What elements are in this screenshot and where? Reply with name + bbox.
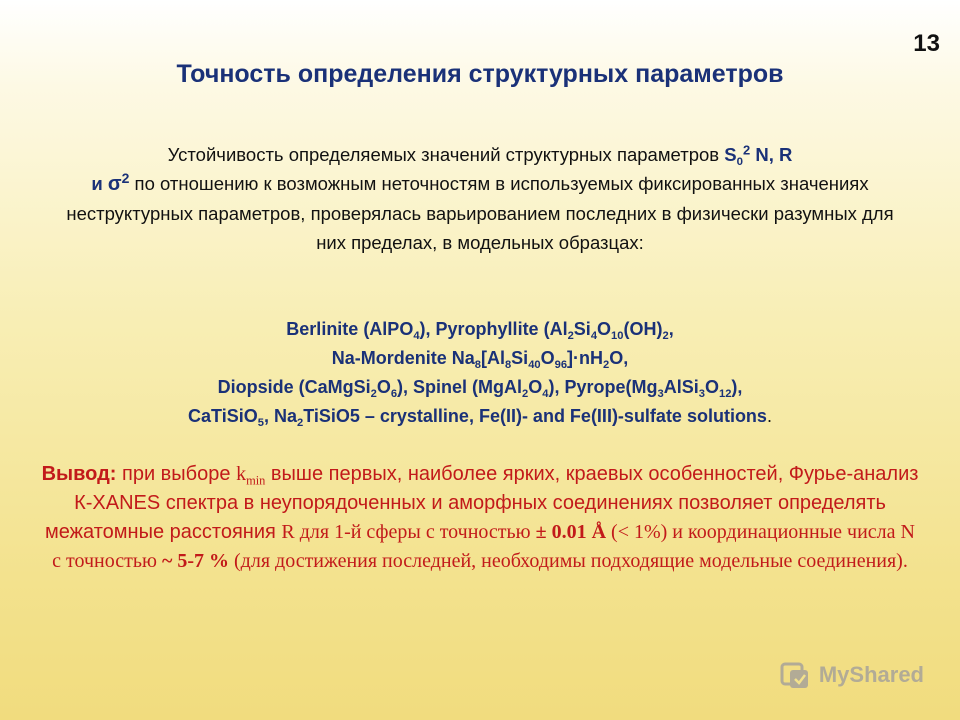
intro-paragraph	[58, 140, 902, 257]
myshared-watermark	[779, 658, 924, 692]
intro-and: и	[91, 173, 108, 194]
param-s0: $S_0^2$ N, R	[724, 142, 793, 168]
slide-title: Точность определения структурных параметров	[176, 60, 784, 88]
watermark-text: MyShared	[818, 662, 924, 687]
conclusion-paragraph: Вывод: при выборе $k_{min}$ выше первых, наиболее ярких, краевых особенностей, Фурье-анализ К-XANES спектра в неупорядоченных и аморфных соединениях позволяет определять межатомные расстояния R для 1-й сферы с точностью ± 0.01 Å (< 1%) и координационные числа N с точностью ~ 5-7 % (для достижения последней, необходимы подходящие модельные соединения).	[41, 463, 919, 572]
myshared-logo-icon	[779, 658, 813, 692]
k-min: $k_{min}$	[236, 463, 266, 488]
slide-number: 13	[913, 30, 940, 57]
compounds-line-2: Na-Mordenite $Na_8[Al_8Si_{40}O_{96}]\cdot nH_2O$,	[331, 348, 629, 371]
compounds-line-1: Berlinite (AlPO$_4$), Pyrophyllite ($Al_2Si_4O_{10}(OH)_2$,	[286, 319, 674, 342]
accuracy-distance: ± 0.01 Å	[535, 521, 607, 543]
intro-text-1: Устойчивость определяемых значений структурных параметров	[167, 144, 725, 165]
conclusion-label: Вывод:	[41, 463, 117, 485]
param-sigma: $\sigma^2$	[107, 170, 130, 195]
compounds-line-3: Diopside $(CaMgSi_2O_6)$, Spinel $(MgAl_2O_4)$, $Pyrope(Mg_3AlSi_3O_{12})$,	[217, 377, 743, 400]
intro-text-2: по отношению к возможным неточностям в используемых фиксированных значениях неструктурных параметров, проверялась варьированием последних в физически разумных для них пределах, в модельных образцах:	[66, 173, 894, 253]
accuracy-coordination: ~ 5-7 %	[161, 550, 229, 572]
compounds-line-4: CaTiSiO$_5$, $Na_2TiSiO5$ – crystalline, Fe(II)- and Fe(III)-sulfate solutions.	[188, 406, 772, 429]
model-compounds-list	[30, 315, 930, 431]
